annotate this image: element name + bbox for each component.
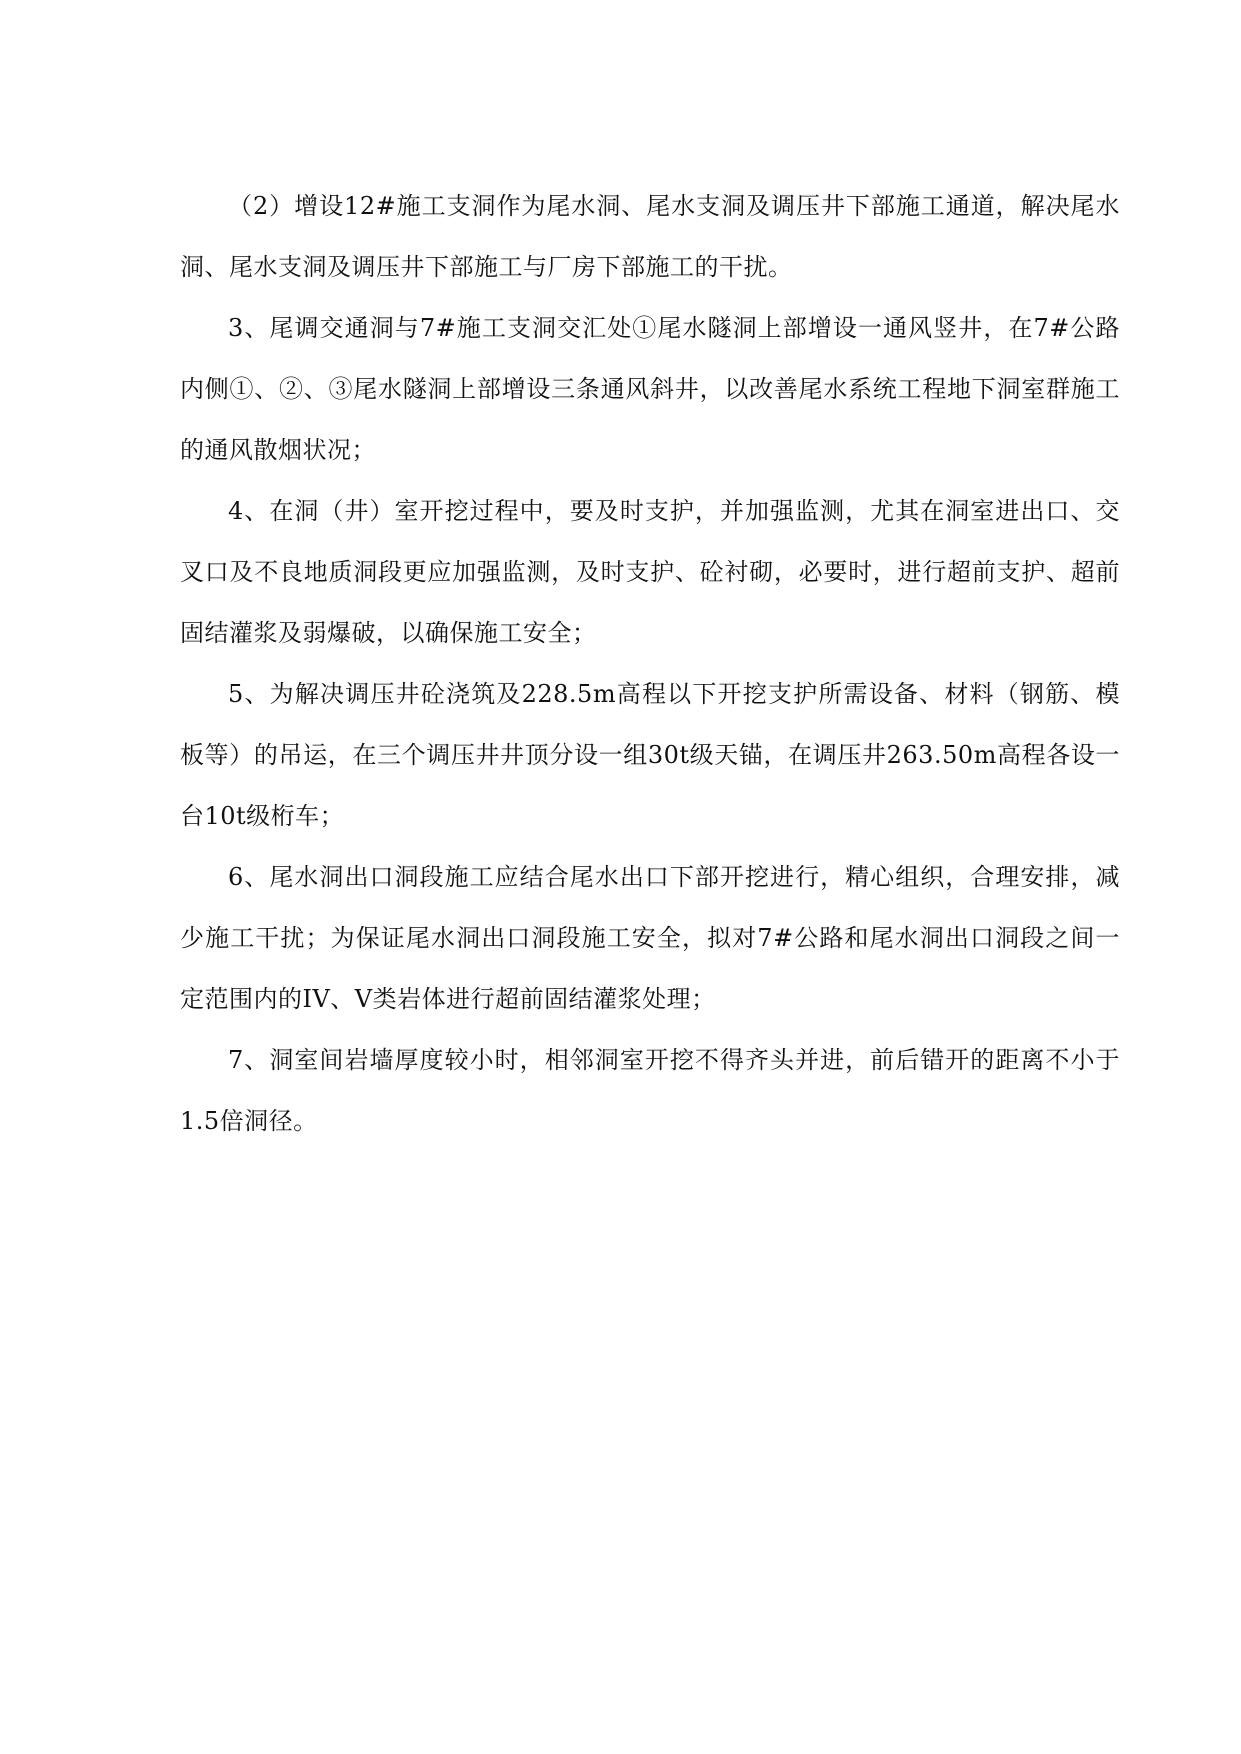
- paragraph-6: 6、尾水洞出口洞段施工应结合尾水出口下部开挖进行，精心组织，合理安排，减少施工干扰；为保证尾水洞出口洞段施工安全，拟对7#公路和尾水洞出口洞段之间一定范围内的IV、V类岩体进行超前固结灌浆处理；: [180, 863, 1120, 1013]
- paragraph-7: 7、洞室间岩墙厚度较小时，相邻洞室开挖不得齐头并进，前后错开的距离不小于1.5倍洞径。: [180, 1046, 1120, 1135]
- paragraph-4: 4、在洞（井）室开挖过程中，要及时支护，并加强监测，尤其在洞室进出口、交叉口及不良地质洞段更应加强监测，及时支护、砼衬砌，必要时，进行超前支护、超前固结灌浆及弱爆破，以确保施工安全；: [180, 497, 1120, 647]
- document-body: [180, 176, 1120, 1152]
- paragraph-2: （2）增设12#施工支洞作为尾水洞、尾水支洞及调压井下部施工通道，解决尾水洞、尾水支洞及调压井下部施工与厂房下部施工的干扰。: [180, 192, 1120, 281]
- paragraph-3: 3、尾调交通洞与7#施工支洞交汇处①尾水隧洞上部增设一通风竖井，在7#公路内侧①、②、③尾水隧洞上部增设三条通风斜井，以改善尾水系统工程地下洞室群施工的通风散烟状况；: [180, 314, 1120, 464]
- paragraph-5: 5、为解决调压井砼浇筑及228.5m高程以下开挖支护所需设备、材料（钢筋、模板等）的吊运，在三个调压井井顶分设一组30t级天锚，在调压井263.50m高程各设一台10t级桁车；: [180, 680, 1120, 830]
